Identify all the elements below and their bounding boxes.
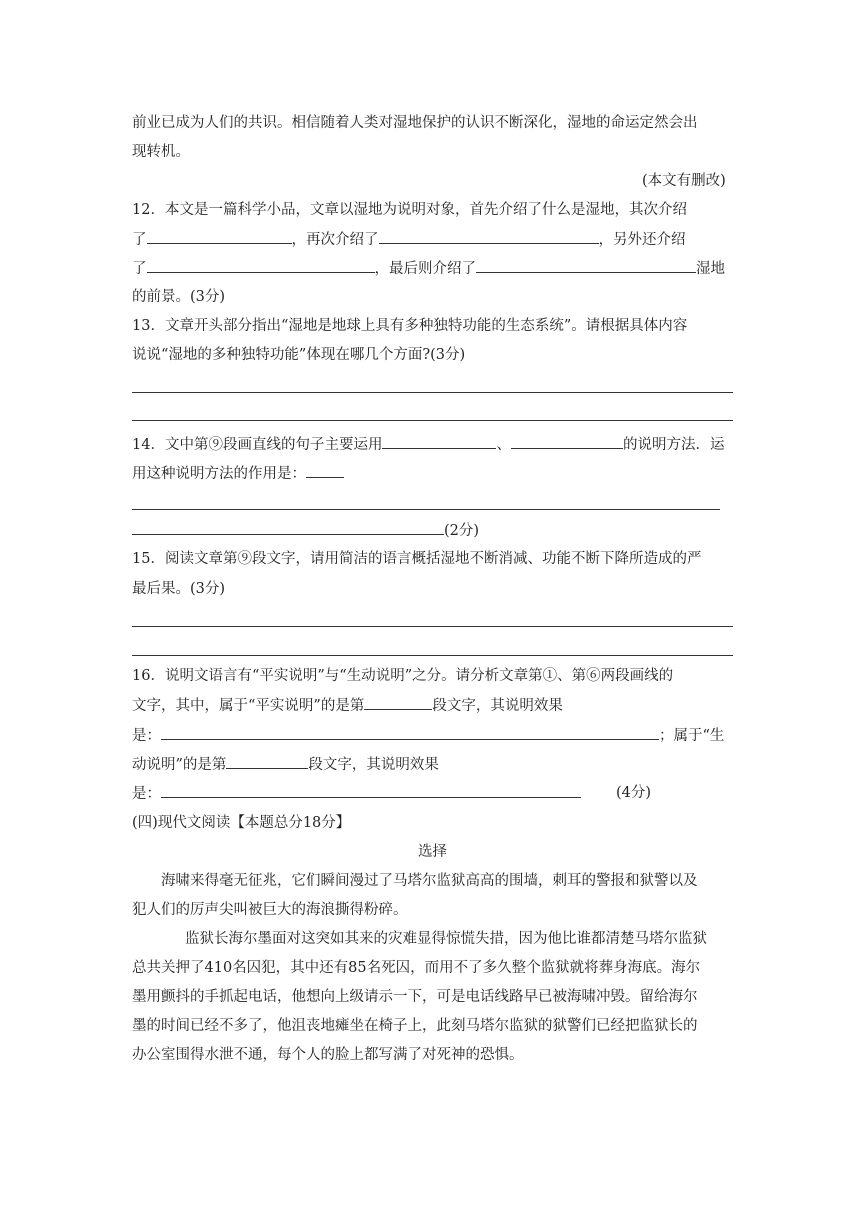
- q13-line-2: 说说“湿地的多种独特功能”体现在哪几个方面?(3分): [132, 347, 466, 363]
- story-p2-line-5: 办公室围得水泄不通，每个人的脸上都写满了对死神的恐惧。: [132, 1047, 524, 1063]
- q13-answer-line-2[interactable]: [132, 420, 733, 421]
- q16-text-a: 文字，其中，属于“平实说明”的是第: [132, 698, 365, 714]
- story-p1-line-1: 海啸来得毫无征兆，它们瞬间漫过了马塔尔监狱高高的围墙，刺耳的警报和狱警以及: [161, 873, 698, 889]
- q12-blank-4[interactable]: [476, 258, 696, 273]
- q16-line-2: [132, 695, 563, 716]
- q14-answer-line-2[interactable]: [132, 520, 444, 535]
- q12-blank-1[interactable]: [147, 229, 292, 244]
- q14-text-a: 14．文中第⑨段画直线的句子主要运用: [132, 437, 383, 453]
- q15-answer-line-2[interactable]: [132, 655, 733, 656]
- q16-line-5: [132, 783, 581, 804]
- q16-score: (4分): [616, 785, 652, 801]
- q12-text-c: ，另外还介绍: [598, 232, 686, 248]
- q16-text-b: 段文字，其说明效果: [432, 698, 563, 714]
- q13-answer-line-1[interactable]: [132, 392, 733, 393]
- q16-line-4: [132, 754, 439, 775]
- q14-line-2: [132, 463, 344, 484]
- q14-line-3: [132, 520, 479, 541]
- source-note: (本文有删改): [642, 173, 726, 189]
- q14-score: (2分): [444, 523, 480, 539]
- q12-text-b: ，再次介绍了: [291, 232, 379, 248]
- q14-blank-2[interactable]: [511, 434, 623, 449]
- q16-blank-4[interactable]: [161, 783, 581, 798]
- story-p1-line-2: 犯人们的厉声尖叫被巨大的海浪撕得粉碎。: [132, 902, 408, 918]
- q15-line-1: 15．阅读文章第⑨段文字，请用简洁的语言概括湿地不断消减、功能不断下降所造成的严: [132, 551, 702, 567]
- q14-text-c: 的说明方法．运: [622, 437, 725, 453]
- q15-line-2: 最后果。(3分): [132, 581, 226, 597]
- story-p2-line-4: 墨的时间已经不多了，他沮丧地瘫坐在椅子上，此刻马塔尔监狱的狱警们已经把监狱长的: [132, 1018, 698, 1034]
- story-p2-line-1: 监狱长海尔墨面对这突如其来的灾难显得惊慌失措，因为他比谁都清楚马塔尔监狱: [185, 931, 707, 947]
- q12-text-d: 了: [132, 261, 147, 277]
- q12-blank-2[interactable]: [379, 229, 599, 244]
- passage-end-line-2: 现转机。: [132, 144, 190, 160]
- q13-line-1: 13．文章开头部分指出“湿地是地球上具有多种独特功能的生态系统”。请根据具体内容: [132, 318, 688, 334]
- passage-end-line-1: 前业已成为人们的共识。相信随着人类对湿地保护的认识不断深化，湿地的命运定然会出: [132, 115, 698, 131]
- q16-text-c: 是：: [132, 728, 161, 744]
- q16-text-f: 段文字，其说明效果: [308, 757, 439, 773]
- story-p2-line-2: 总共关押了410名囚犯，其中还有85名死囚，而用不了多久整个监狱就将葬身海底。海尔: [132, 960, 701, 976]
- q14-text-b: 、: [496, 437, 511, 453]
- story-p2-line-3: 墨用颤抖的手抓起电话，他想向上级请示一下，可是电话线路早已被海啸冲毁。留给海尔: [132, 989, 698, 1005]
- q16-blank-3[interactable]: [226, 754, 308, 769]
- q14-answer-line-1[interactable]: [132, 509, 720, 510]
- q12-text-f: 湿地: [696, 261, 725, 277]
- q12-line-4: 的前景。(3分): [132, 289, 226, 305]
- q16-text-d: ；属于“生: [659, 728, 725, 744]
- q12-line-1: 12．本文是一篇科学小品，文章以湿地为说明对象，首先介绍了什么是湿地，其次介绍: [132, 202, 687, 218]
- q16-text-e: 动说明”的是第: [132, 757, 227, 773]
- q12-line-3: [132, 258, 725, 279]
- q16-blank-1[interactable]: [364, 695, 432, 710]
- q14-blank-1[interactable]: [382, 434, 496, 449]
- q16-blank-2[interactable]: [161, 725, 659, 740]
- q12-line-2: [132, 229, 686, 250]
- q12-text-e: ，最后则介绍了: [374, 261, 476, 277]
- q14-line-1: [132, 434, 724, 455]
- q12-blank-3[interactable]: [147, 258, 375, 273]
- q12-text-a: 了: [132, 232, 147, 248]
- section-heading: (四)现代文阅读【本题总分18分】: [132, 815, 351, 831]
- story-title: 选择: [418, 844, 447, 860]
- q16-line-3: [132, 725, 724, 746]
- q16-line-1: 16．说明文语言有“平实说明”与“生动说明”之分。请分析文章第①、第⑥两段画线的: [132, 668, 674, 684]
- q16-text-g: 是：: [132, 786, 161, 802]
- q14-blank-3[interactable]: [306, 463, 344, 478]
- q15-answer-line-1[interactable]: [132, 626, 733, 627]
- q14-text-d: 用这种说明方法的作用是：: [132, 466, 306, 482]
